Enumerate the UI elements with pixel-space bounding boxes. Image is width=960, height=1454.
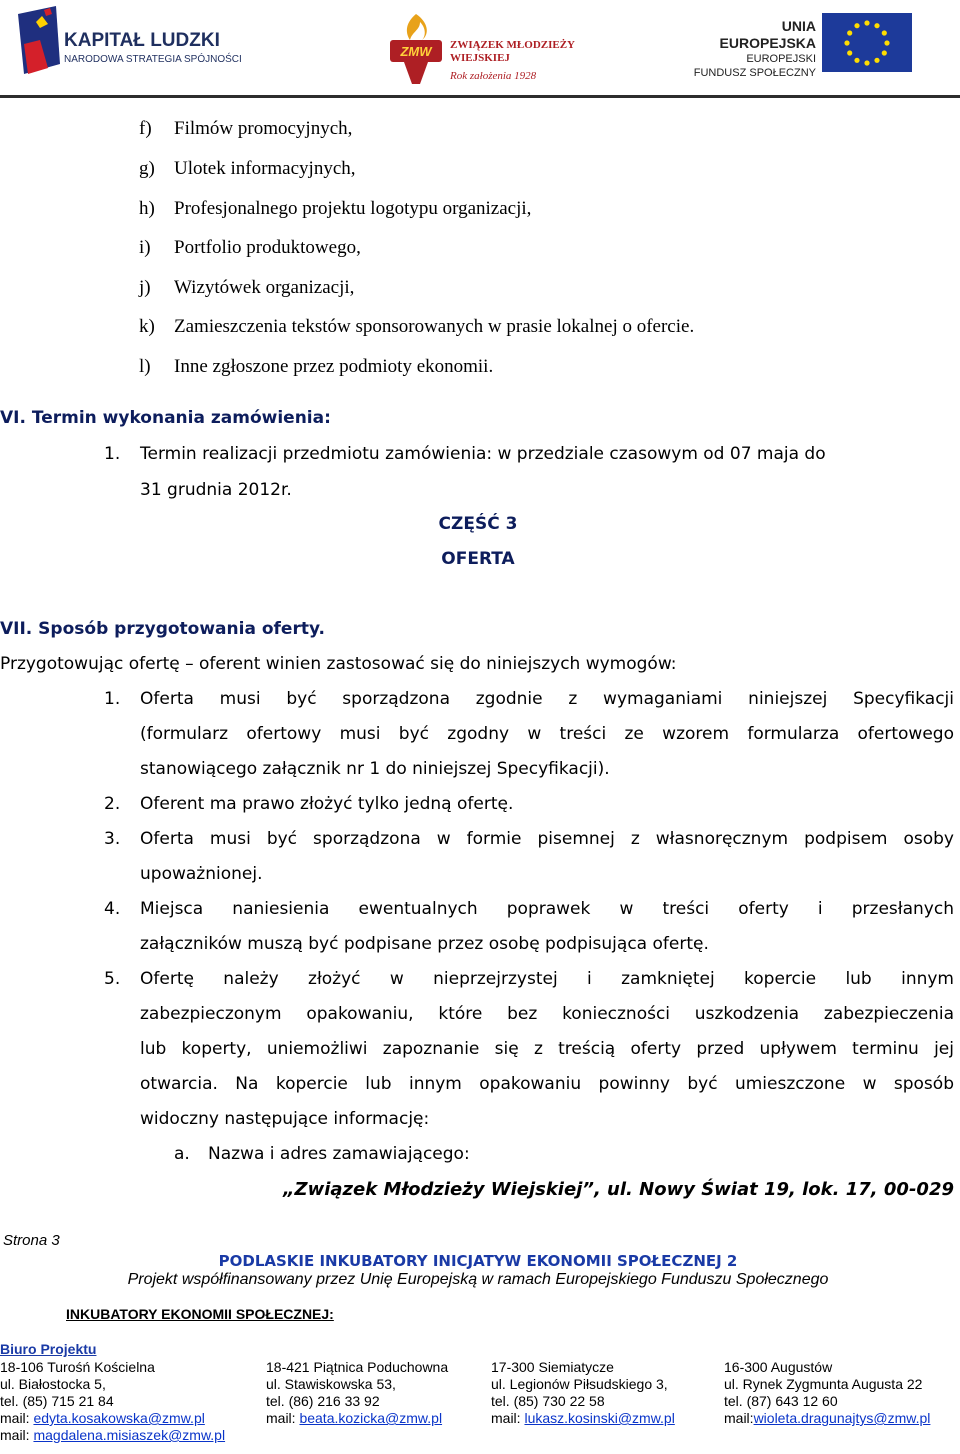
- mail-label: mail:: [724, 1410, 754, 1426]
- section-vii-heading: VII. Sposób przygotowania oferty.: [0, 619, 325, 639]
- list-item-text: Wizytówek organizacji,: [174, 277, 355, 298]
- office-city: 17-300 Siemiatycze: [491, 1359, 614, 1375]
- requirement-line: lub koperty, uniemożliwi zapoznanie się z treścią oferty przed upływem terminu jej: [140, 1039, 954, 1059]
- mail-label: mail:: [491, 1410, 525, 1426]
- list-item-letter: l): [139, 356, 151, 377]
- zmw-badge-text: ZMW: [400, 44, 432, 59]
- requirement-line: widoczny następujące informację:: [140, 1109, 430, 1129]
- zmw-name-line2: WIEJSKIEJ: [450, 52, 510, 64]
- sub-item-letter: a.: [174, 1144, 190, 1164]
- list-item-letter: f): [139, 118, 152, 139]
- requirement-line: Oferta musi być sporządzona zgodnie z wymaganiami niniejszej Specyfikacji: [140, 689, 954, 709]
- office-street: ul. Rynek Zygmunta Augusta 22: [724, 1376, 923, 1392]
- requirement-line: otwarcia. Na kopercie lub innym opakowaniu powinny być umieszczone w sposób: [140, 1074, 954, 1094]
- kapital-ludzki-subtitle: NARODOWA STRATEGIA SPÓJNOŚCI: [64, 54, 242, 65]
- office-augustow: [724, 1359, 930, 1427]
- eu-line2: EUROPEJSKI: [746, 53, 816, 65]
- office-street: ul. Legionów Piłsudskiego 3,: [491, 1376, 668, 1392]
- requirement-line: Ofertę należy złożyć w nieprzejrzystej i zamkniętej kopercie lub innym: [140, 969, 954, 989]
- requirement-line: upoważnionej.: [140, 864, 263, 884]
- office-email-link[interactable]: lukasz.kosinski@zmw.pl: [524, 1410, 675, 1426]
- mail-label: mail:: [0, 1410, 34, 1426]
- list-item-letter: j): [139, 277, 151, 298]
- incubators-label: INKUBATORY EKONOMII SPOŁECZNEJ:: [66, 1306, 334, 1322]
- kapital-ludzki-title: KAPITAŁ LUDZKI: [64, 30, 220, 51]
- office-street: ul. Białostocka 5,: [0, 1376, 106, 1392]
- list-item-text: Filmów promocyjnych,: [174, 118, 353, 139]
- requirement-number: 3.: [104, 829, 121, 849]
- list-item-letter: i): [139, 237, 151, 258]
- requirement-number: 4.: [104, 899, 121, 919]
- section-vi-item-line1: Termin realizacji przedmiotu zamówienia: w przedziale czasowym od 07 maja do: [140, 444, 826, 464]
- list-item-text: Profesjonalnego projektu logotypu organizacji,: [174, 198, 532, 219]
- eu-line3: FUNDUSZ SPOŁECZNY: [693, 67, 816, 79]
- requirement-line: zabezpieczonym opakowaniu, które bez konieczności uszkodzenia zabezpieczenia: [140, 1004, 954, 1024]
- contracting-authority-address: „Związek Młodzieży Wiejskiej”, ul. Nowy Świat 19, lok. 17, 00-029: [282, 1179, 954, 1200]
- requirement-line: Miejsca naniesienia ewentualnych poprawek w treści oferty i przesłanych: [140, 899, 954, 919]
- requirement-number: 5.: [104, 969, 121, 989]
- office-piatnica: [266, 1359, 448, 1427]
- eu-line1: UNIA EUROPEJSKA: [719, 18, 816, 51]
- header-divider: [0, 95, 960, 98]
- office-email-link[interactable]: magdalena.misiaszek@zmw.pl: [33, 1427, 226, 1443]
- list-item-text: Zamieszczenia tekstów sponsorowanych w prasie lokalnej o ofercie.: [174, 316, 695, 337]
- page-number: Strona 3: [3, 1232, 60, 1249]
- section-vi-item-line2: 31 grudnia 2012r.: [140, 480, 292, 500]
- section-vi-heading: VI. Termin wykonania zamówienia:: [0, 408, 331, 428]
- requirement-line: Oferta musi być sporządzona w formie pisemnej z własnoręcznym podpisem osoby: [140, 829, 954, 849]
- zmw-founded: Rok założenia 1928: [450, 70, 537, 82]
- zmw-name-line1: ZWIĄZEK MŁODZIEŻY: [450, 39, 575, 51]
- list-item-letter: g): [139, 158, 155, 179]
- mail-label: mail:: [0, 1427, 34, 1443]
- office-city: 18-421 Piątnica Poduchowna: [266, 1359, 449, 1375]
- requirement-line: Oferent ma prawo złożyć tylko jedną ofertę.: [140, 794, 514, 814]
- office-city: 16-300 Augustów: [724, 1359, 833, 1375]
- list-item-letter: k): [139, 316, 155, 337]
- eu-flag-icon: [822, 13, 912, 72]
- requirement-number: 1.: [104, 689, 121, 709]
- list-item-text: Ulotek informacyjnych,: [174, 158, 356, 179]
- part-title: CZĘŚĆ 3: [438, 514, 518, 534]
- office-city: 18-106 Turośń Kościelna: [0, 1359, 155, 1375]
- sub-item-text: Nazwa i adres zamawiającego:: [208, 1144, 470, 1164]
- office-phone: tel. (85) 715 21 84: [0, 1393, 114, 1409]
- section-vi-item-number: 1.: [104, 444, 121, 464]
- requirement-line: (formularz ofertowy musi być zgodny w treści ze wzorem formularza ofertowego: [140, 724, 954, 744]
- office-email-link[interactable]: beata.kozicka@zmw.pl: [299, 1410, 443, 1426]
- mail-label: mail:: [266, 1410, 300, 1426]
- list-item-text: Inne zgłoszone przez podmioty ekonomii.: [174, 356, 494, 377]
- office-email-link[interactable]: wioleta.dragunajtys@zmw.pl: [753, 1410, 931, 1426]
- office-label: Biuro Projektu: [0, 1341, 97, 1357]
- office-phone: tel. (85) 730 22 58: [491, 1393, 605, 1409]
- office-siemiatycze: [491, 1359, 675, 1427]
- requirement-line: stanowiącego załącznik nr 1 do niniejszej Specyfikacji).: [140, 759, 610, 779]
- list-item-letter: h): [139, 198, 155, 219]
- project-title: PODLASKIE INKUBATORY INICJATYW EKONOMII SPOŁECZNEJ 2: [218, 1252, 738, 1270]
- zmw-torch-logo-icon: [386, 12, 446, 86]
- list-item-text: Portfolio produktowego,: [174, 237, 361, 258]
- office-phone: tel. (86) 216 33 92: [266, 1393, 380, 1409]
- requirement-line: załączników muszą być podpisane przez osobę podpisująca ofertę.: [140, 934, 709, 954]
- eu-logo-text: [692, 18, 816, 80]
- part-subtitle: OFERTA: [441, 549, 515, 569]
- requirement-number: 2.: [104, 794, 121, 814]
- office-email-link[interactable]: edyta.kosakowska@zmw.pl: [33, 1410, 205, 1426]
- office-phone: tel. (87) 643 12 60: [724, 1393, 838, 1409]
- project-subtitle: Projekt współfinansowany przez Unię Europejską w ramach Europejskiego Funduszu Społecznego: [127, 1271, 829, 1288]
- office-street: ul. Stawiskowska 53,: [266, 1376, 396, 1392]
- section-vii-intro: Przygotowując ofertę – oferent winien zastosować się do niniejszych wymogów:: [0, 654, 677, 674]
- zmw-name: [450, 39, 575, 65]
- office-turosn: [0, 1359, 225, 1444]
